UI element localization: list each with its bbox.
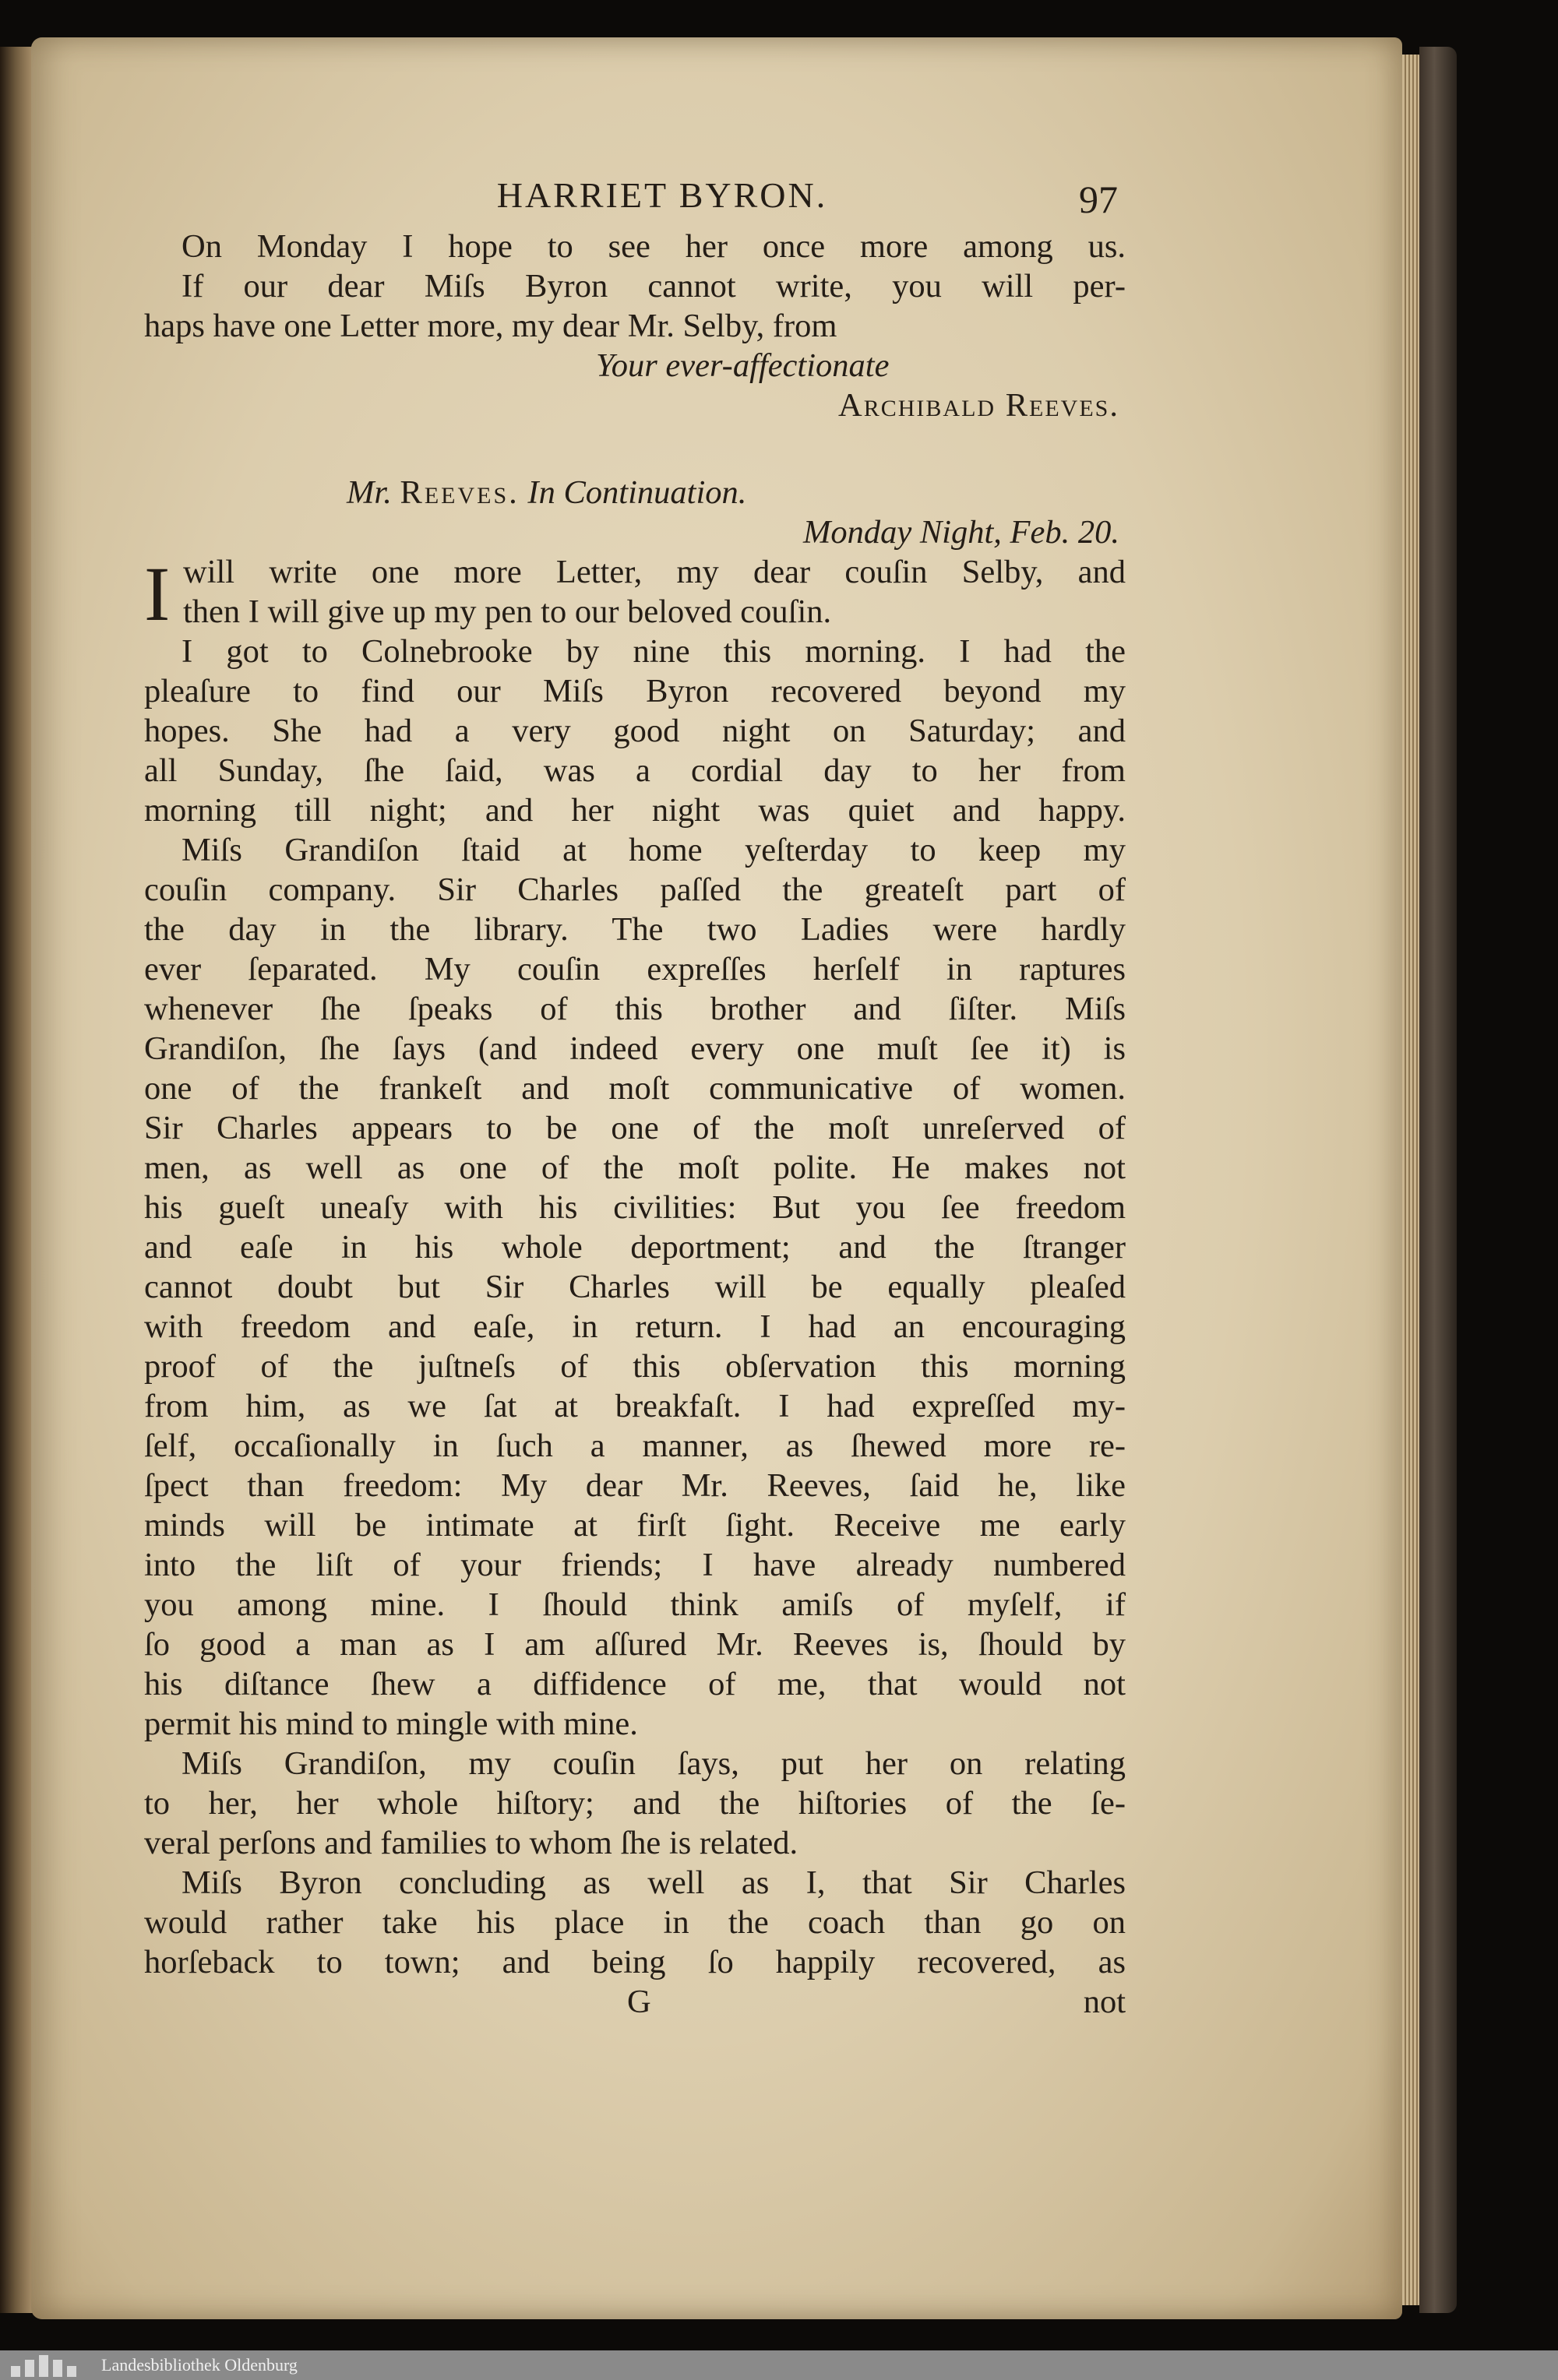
text-line: ſpect than freedom: My dear Mr. Reeves, ſaid he, like (144, 1467, 1126, 1504)
text-line: whenever ſhe ſpeaks of this brother and ſiſter. Miſs (144, 991, 1126, 1027)
text-line: will write one more Letter, my dear couſin Selby, and (183, 554, 1126, 590)
text-line: from him, as we ſat at breakfaſt. I had expreſſed my- (144, 1388, 1126, 1424)
page-text (144, 152, 1126, 2022)
text-line: veral perſons and families to whom ſhe is related. (144, 1825, 798, 1861)
section-gap (144, 429, 1126, 473)
paragraph-1 (144, 551, 1126, 637)
paragraph-2 (144, 632, 1126, 830)
paragraph-5 (144, 1863, 1126, 1982)
text-line: ever ſeparated. My couſin expreſſes herſelf in raptures (144, 951, 1126, 988)
book-cover-edge (1419, 47, 1457, 2313)
letter-heading (144, 473, 1126, 512)
text-line: proof of the juſtneſs of this obſervation this morning (144, 1348, 1126, 1385)
text-line: and eaſe in his whole deportment; and the ſtranger (144, 1229, 1126, 1266)
library-footer-bar (0, 2350, 1558, 2380)
text-line: with freedom and eaſe, in return. I had an encouraging (144, 1308, 1126, 1345)
heading-name: Reeves. (400, 474, 520, 511)
text-line: cannot doubt but Sir Charles will be equally pleaſed (144, 1269, 1126, 1305)
text-line: horſeback to town; and being ſo happily recovered, as (144, 1944, 1126, 1980)
text-line: all Sunday, ſhe ſaid, was a cordial day to her from (144, 752, 1126, 789)
page-number: 97 (1079, 178, 1118, 221)
page-footer-line (144, 1982, 1126, 2022)
library-logo-icon (11, 2354, 89, 2377)
text-line: his gueſt uneaſy with his civilities: But you ſee freedom (144, 1189, 1126, 1226)
text-line: the day in the library. The two Ladies were hardly (144, 911, 1126, 948)
text-line: Grandiſon, ſhe ſays (and indeed every one muſt ſee it) is (144, 1030, 1126, 1067)
text-line: Miſs Grandiſon, my couſin ſays, put her on relating (182, 1745, 1126, 1782)
drop-capital: I (144, 551, 171, 637)
text-line: couſin company. Sir Charles paſſed the greateſt part of (144, 871, 1126, 908)
heading-title: Mr. (347, 474, 392, 511)
text-line: hopes. She had a very good night on Saturday; and (144, 713, 1126, 749)
text-line: to her, her whole hiſtory; and the hiſtories of the ſe- (144, 1785, 1126, 1822)
running-head-title: HARRIET BYRON. (496, 175, 828, 215)
text-line: then I will give up my pen to our beloved couſin. (183, 593, 832, 630)
paragraph-4 (144, 1744, 1126, 1863)
text-line: permit his mind to mingle with mine. (144, 1706, 638, 1742)
text-line: Sir Charles appears to be one of the moſt unreſerved of (144, 1110, 1126, 1146)
running-head (144, 152, 1126, 227)
dateline: Monday Night, Feb. 20. (802, 514, 1119, 551)
text-line: pleaſure to find our Miſs Byron recovered beyond my (144, 673, 1126, 709)
letter-signature: Archibald Reeves. (838, 387, 1119, 424)
text-line: Miſs Byron concluding as well as I, that Sir Charles (182, 1864, 1126, 1901)
paragraph-3 (144, 830, 1126, 1744)
text-line: On Monday I hope to see her once more among us. (182, 228, 1126, 265)
text-line: Miſs Grandiſon ſtaid at home yeſterday to keep my (182, 832, 1126, 868)
text-line: I got to Colnebrooke by nine this morning. I had the (182, 633, 1126, 670)
library-name: Landesbibliothek Oldenburg (101, 2355, 298, 2375)
text-line: minds will be intimate at firſt ſight. Receive me early (144, 1507, 1126, 1544)
signature-mark: G (627, 1984, 651, 2020)
text-line: into the liſt of your friends; I have already numbered (144, 1547, 1126, 1583)
catchword: not (1083, 1984, 1126, 2020)
text-line: you among mine. I ſhould think amiſs of myſelf, if (144, 1586, 1126, 1623)
text-line: his diſtance ſhew a diffidence of me, that would not (144, 1666, 1126, 1702)
text-line: If our dear Miſs Byron cannot write, you will per- (182, 268, 1126, 305)
text-line: morning till night; and her night was quiet and happy. (144, 792, 1126, 829)
text-line: one of the frankeſt and moſt communicative of women. (144, 1070, 1126, 1107)
letter-closing: Your ever-affectionate (596, 347, 890, 384)
text-line: haps have one Letter more, my dear Mr. Selby, from (144, 308, 837, 344)
text-line: ſelf, occaſionally in ſuch a manner, as ſhewed more re- (144, 1428, 1126, 1464)
text-line: ſo good a man as I am aſſured Mr. Reeves is, ſhould by (144, 1626, 1126, 1663)
text-line: would rather take his place in the coach than go on (144, 1904, 1126, 1941)
text-line: men, as well as one of the moſt polite. He makes not (144, 1150, 1126, 1186)
heading-note: In Continuation. (527, 474, 747, 511)
